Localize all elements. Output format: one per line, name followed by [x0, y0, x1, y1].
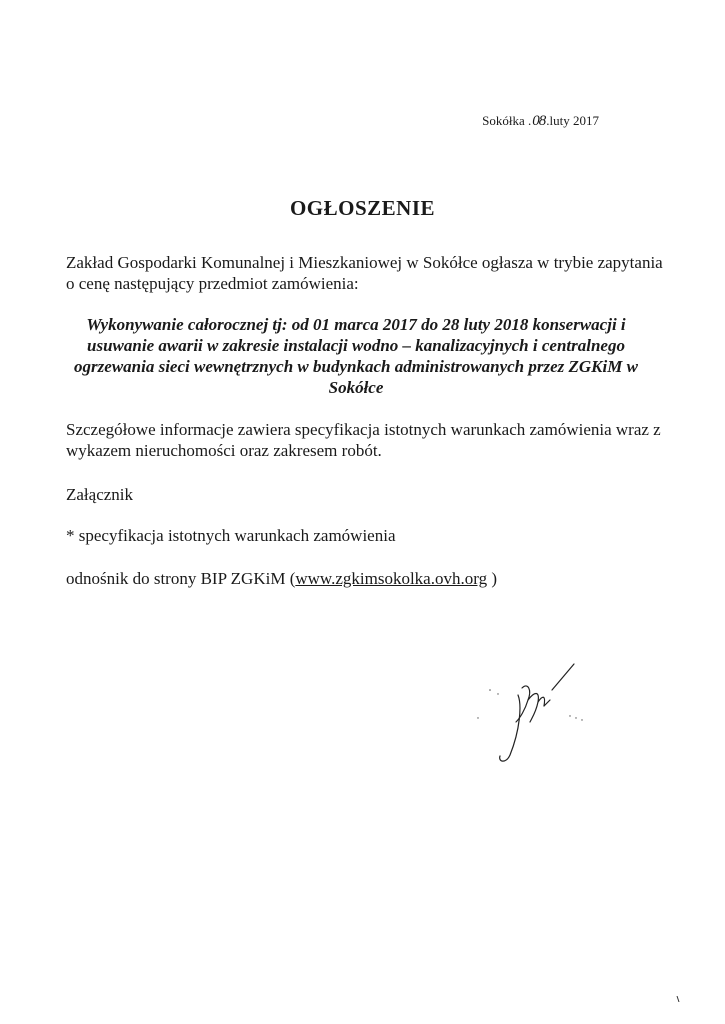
attachment-item: * specyfikacja istotnych warunkach zamówienia — [66, 526, 396, 545]
document-title: OGŁOSZENIE — [289, 196, 436, 220]
details-paragraph: Szczegółowe informacje zawiera specyfikacja istotnych warunkach zamówienia wraz z wykazem nieruchomości oraz zakresem robót. — [66, 420, 661, 460]
intro-paragraph: Zakład Gospodarki Komunalnej i Mieszkaniowej w Sokółce ogłasza w trybie zapytania o cenę następujący przedmiot zamówienia: — [66, 253, 663, 293]
bip-link[interactable]: www.zgkimsokolka.ovh.org — [295, 569, 488, 588]
attachment-label: Załącznik — [66, 485, 134, 504]
date-day-handwritten: 08 — [532, 113, 546, 129]
scan-mark-icon — [676, 996, 680, 1002]
order-subject: Wykonywanie całorocznej tj: od 01 marca 2017 do 28 luty 2018 konserwacji i usuwanie awarii w zakresie instalacji wodno – kanalizacyjnych i centralnego ogrzewania sieci wewnętrznych w budynkach administrowanych przez ZGKiM w Sokółce — [74, 315, 638, 397]
date-line: Sokółka .08.luty 2017 — [482, 113, 599, 129]
bip-suffix: ) — [487, 569, 497, 588]
date-place: Sokółka — [482, 113, 525, 128]
bip-reference — [66, 568, 666, 589]
date-month-year: luty 2017 — [549, 113, 599, 128]
bip-prefix: odnośnik do strony BIP ZGKiM ( — [66, 569, 296, 588]
signature-icon — [470, 660, 600, 770]
